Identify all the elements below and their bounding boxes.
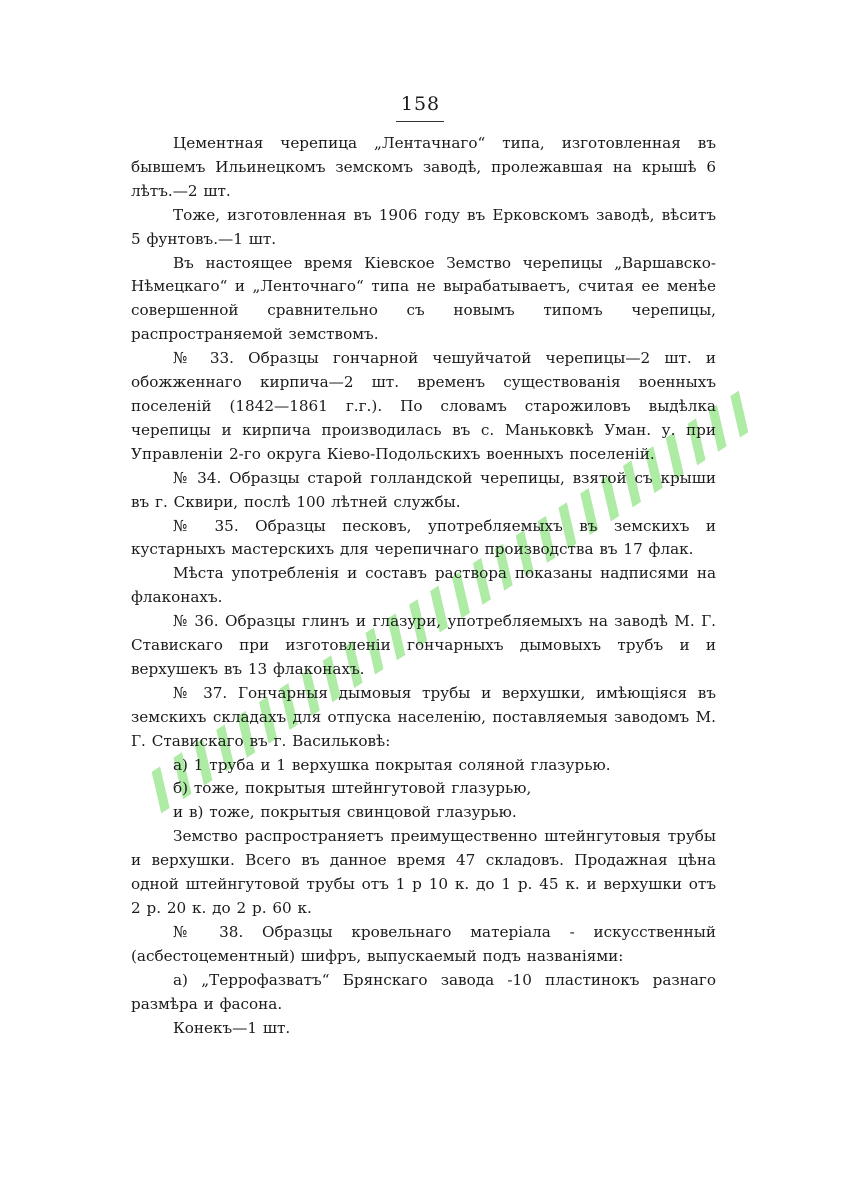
list-item: а) „Террофазватъ“ Брянскаго завода -10 пластинокъ разнаго размѣра и фасона. [131,970,716,1013]
watermark-mark [730,391,748,438]
list-item: и в) тоже, покрытыя свинцовой глазурью. [173,803,517,822]
paragraph: Тоже, изготовленная въ 1906 году въ Ерковскомъ заводѣ, вѣситъ 5 фунтовъ.—1 шт. [131,205,716,248]
paragraph-item-38: № 38. Образцы кровельнаго матеріала - искусственный (асбестоцементный) шифръ, выпускаемый подъ названіями: [131,922,716,965]
paragraph-item-36: № 36. Образцы глинъ и глазури, употребляемыхъ на заводѣ М. Г. Ставискаго при изготовленіи гончарныхъ дымовыхъ трубъ и и верхушекъ въ 13 флаконахъ. [131,612,716,678]
page-number-underline [396,121,444,122]
paragraph-item-37: № 37. Гончарныя дымовыя трубы и верхушки, имѣющіяся въ земскихъ складахъ для отпуска населенію, поставляемыя заводомъ М. Г. Ставискаго въ г. Васильковѣ: [131,683,716,750]
body-text [131,132,716,1040]
paragraph: Въ настоящее время Кіевское Земство черепицы „Варшавско-Нѣмецкаго“ и „Ленточнаго“ типа не вырабатываетъ, считая ее менѣе совершенной сравнительно съ новымъ типомъ черепицы, распространяемой земствомъ. [131,253,716,344]
list-item: б) тоже, покрытыя штейнгутовой глазурью, [173,779,532,798]
paragraph: Цементная черепица „Лентачнаго“ типа, изготовленная въ бывшемъ Ильинецкомъ земскомъ заводѣ, пролежавшая на крышѣ 6 лѣтъ.—2 шт. [131,134,716,200]
paragraph: Конекъ—1 шт. [173,1018,291,1037]
paragraph-item-35: № 35. Образцы песковъ, употребляемыхъ въ земскихъ и кустарныхъ мастерскихъ для черепичнаго производства въ 17 флак. [131,516,716,559]
paragraph-item-34: № 34. Образцы старой голландской черепицы, взятой съ крыши въ г. Сквири, послѣ 100 лѣтней службы. [131,468,716,511]
paragraph: Мѣста употребленія и составъ раствора показаны надписями на флаконахъ. [131,564,716,607]
list-item: а) 1 труба и 1 верхушка покрытая соляной глазурью. [173,755,611,774]
paragraph-item-33: № 33. Образцы гончарной чешуйчатой черепицы—2 шт. и обожженнаго кирпича—2 шт. временъ существованія военныхъ поселеній (1842—1861 г.г.). По словамъ старожиловъ выдѣлка черепицы и кирпича производилась въ с. Маньковкѣ Уман. у. при Управленіи 2-го округа Кіево-Подольскихъ военныхъ поселеній. [131,349,716,463]
page-number: 158 [400,93,441,115]
paragraph: Земство распространяетъ преимущественно штейнгутовыя трубы и верхушки. Всего въ данное время 47 складовъ. Продажная цѣна одной штейнгутовой трубы отъ 1 р 10 к. до 1 р. 45 к. и верхушки отъ 2 р. 20 к. до 2 р. 60 к. [131,827,716,917]
